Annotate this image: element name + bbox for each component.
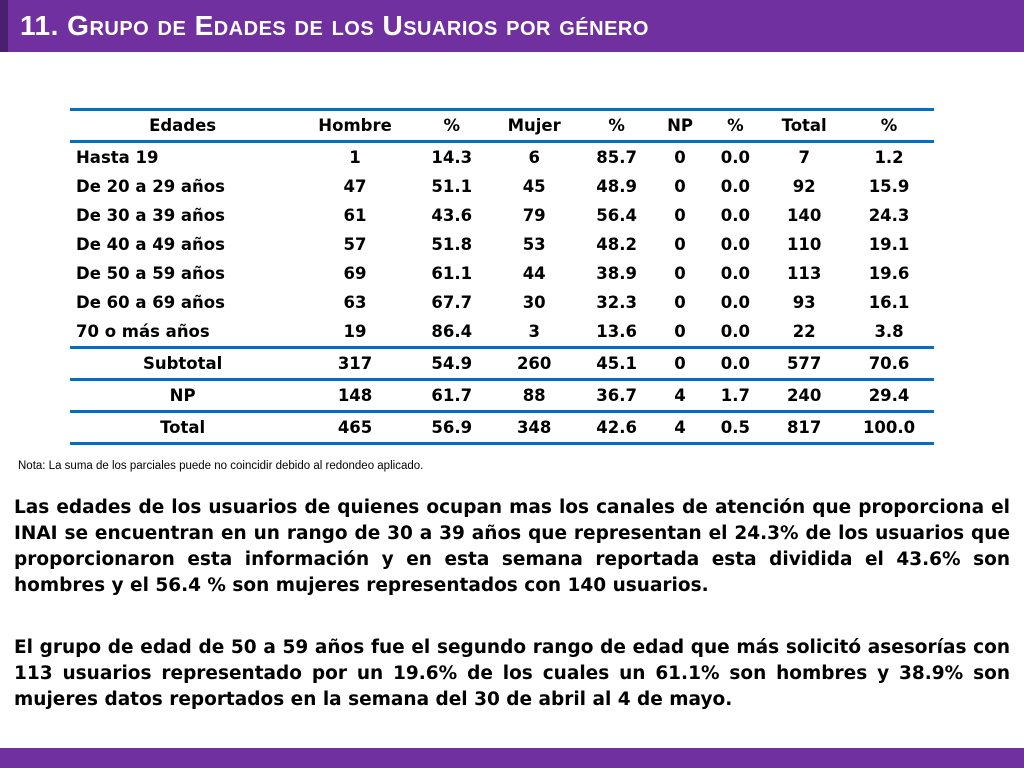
table-cell: 6 [528,148,540,167]
table-cell: 69 [343,264,367,283]
summary-row [70,348,934,380]
table-cell: 4 [654,412,707,444]
table-cell: 70.6 [844,348,934,380]
table-cell: 16.1 [868,293,910,312]
table-cell: 13.6 [596,322,637,341]
table-cell: 113 [786,264,822,283]
table-cell: 51.8 [431,235,473,254]
table-row [70,259,934,288]
column-header: % [707,110,765,142]
table-cell: 0.0 [720,177,751,196]
table-cell: 45 [522,177,546,196]
table-cell: 0 [674,177,686,196]
table-cell: 148 [295,380,415,412]
row-label: De 40 a 49 años [76,235,225,254]
table-cell: 317 [295,348,415,380]
table-cell: 1.2 [874,148,904,167]
table-cell: 19.1 [868,235,910,254]
table-cell: 0.0 [707,348,765,380]
table-cell: 0.0 [720,235,751,254]
table-cell: 0 [674,148,686,167]
table-cell: 32.3 [596,293,637,312]
table-cell: 45.1 [580,348,654,380]
column-header: Mujer [489,110,580,142]
table-cell: 577 [764,348,844,380]
table-cell: 110 [786,235,822,254]
table-cell: 0 [674,264,686,283]
row-label: De 60 a 69 años [76,293,225,312]
table-cell: 48.2 [596,235,637,254]
table-cell: 465 [295,412,415,444]
table-cell: 260 [489,348,580,380]
table-cell: 0 [674,235,686,254]
slide-title: 11. Grupo de Edades de los Usuarios por género [20,10,649,41]
table-row [70,172,934,201]
table-cell: 348 [489,412,580,444]
table-cell: 88 [489,380,580,412]
summary-row [70,380,934,412]
column-header: Total [764,110,844,142]
column-header: Hombre [295,110,415,142]
table-cell: 47 [343,177,367,196]
table-cell: 14.3 [431,148,473,167]
title-accent [0,0,8,52]
table-cell: 3 [528,322,540,341]
title-bar [0,0,1024,52]
table-cell: 93 [792,293,816,312]
row-label: De 50 a 59 años [76,264,225,283]
table-cell: 817 [764,412,844,444]
row-label: Hasta 19 [76,148,159,167]
table-cell: 86.4 [431,322,473,341]
table-row [70,288,934,317]
table-cell: 15.9 [868,177,910,196]
column-header: Edades [70,110,295,142]
table-cell: 22 [792,322,816,341]
table-cell: 3.8 [874,322,904,341]
column-header: % [580,110,654,142]
row-label: De 30 a 39 años [76,206,225,225]
table-cell: 51.1 [431,177,473,196]
table-cell: 7 [798,148,810,167]
table-cell: 19 [343,322,367,341]
column-header: NP [654,110,707,142]
table-cell: 56.9 [415,412,489,444]
table-cell: 61.7 [415,380,489,412]
table-cell: 4 [654,380,707,412]
row-label: De 20 a 29 años [76,177,225,196]
table-cell: 42.6 [580,412,654,444]
table-cell: 30 [522,293,546,312]
table-cell: 56.4 [596,206,637,225]
table-cell: 24.3 [868,206,910,225]
table-cell: 0 [674,322,686,341]
table-row [70,201,934,230]
column-header: % [844,110,934,142]
table-cell: 140 [786,206,822,225]
table-cell: 0.0 [720,322,751,341]
table-cell: 0 [674,293,686,312]
table-cell: 61 [343,206,367,225]
summary-label: NP [70,380,295,412]
table-cell: 54.9 [415,348,489,380]
table-cell: 53 [522,235,546,254]
table-cell: 36.7 [580,380,654,412]
table-cell: 92 [792,177,816,196]
table-cell: 38.9 [596,264,637,283]
table-cell: 0.0 [720,264,751,283]
table-row [70,317,934,348]
bottom-bar [0,748,1024,768]
table-cell: 67.7 [431,293,473,312]
summary-row [70,412,934,444]
table-cell: 85.7 [596,148,637,167]
table-cell: 1.7 [707,380,765,412]
age-gender-table [70,108,934,445]
table-cell: 0.5 [707,412,765,444]
table-cell: 100.0 [844,412,934,444]
table-cell: 44 [522,264,546,283]
table-cell: 63 [343,293,367,312]
summary-label: Subtotal [70,348,295,380]
table-cell: 0.0 [720,293,751,312]
table-cell: 0.0 [720,148,751,167]
table-cell: 48.9 [596,177,637,196]
summary-label: Total [70,412,295,444]
table-cell: 0 [674,206,686,225]
column-header: % [415,110,489,142]
table-cell: 19.6 [868,264,910,283]
paragraph-age-range: Las edades de los usuarios de quienes ocupan mas los canales de atención que proporciona el INAI se encuentran en un rango de 30 a 39 años que representan el 24.3% de los usuarios que proporcionaron esta información y en esta semana reportada esta dividida el 43.6% son hombres y el 56.4 % son mujeres representados con 140 usuarios. [14,497,1010,596]
table-row [70,142,934,173]
table-cell: 1 [349,148,361,167]
paragraph-second-range: El grupo de edad de 50 a 59 años fue el segundo rango de edad que más solicitó asesorías con 113 usuarios representado por un 19.6% de los cuales un 61.1% son hombres y 38.9% son mujeres datos reportados en la semana del 30 de abril al 4 de mayo. [14,637,1010,710]
table-cell: 57 [343,235,367,254]
table-cell: 43.6 [431,206,473,225]
footnote: Nota: La suma de los parciales puede no coincidir debido al redondeo aplicado. [18,460,424,472]
table-cell: 240 [764,380,844,412]
table-cell: 79 [522,206,546,225]
table-row [70,230,934,259]
table-cell: 0.0 [720,206,751,225]
table-cell: 0 [654,348,707,380]
table-header-row [70,110,934,142]
table-cell: 61.1 [431,264,473,283]
row-label: 70 o más años [76,322,210,341]
table-cell: 29.4 [844,380,934,412]
